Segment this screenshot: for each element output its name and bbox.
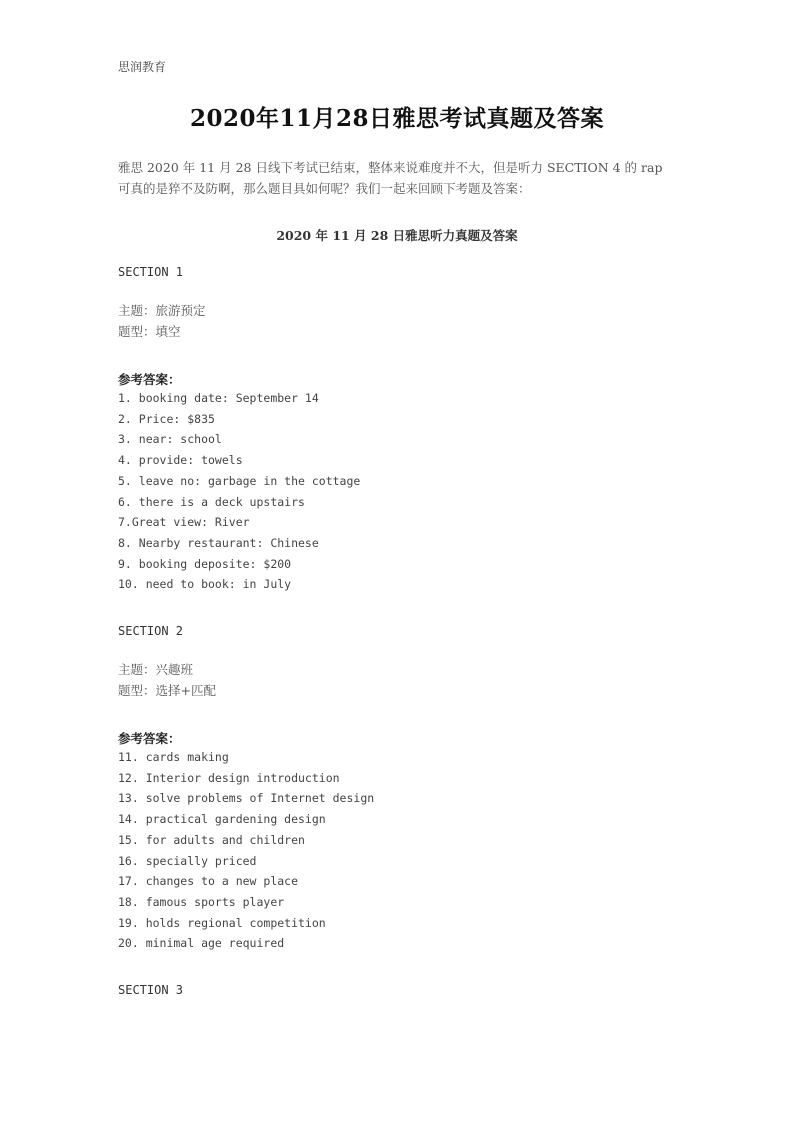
- answer-item: 1. booking date: September 14: [118, 391, 319, 405]
- answer-item: 20. minimal age required: [118, 936, 285, 951]
- answer-item: 16. specially priced: [118, 853, 257, 868]
- answer-item: 11. cards making: [118, 750, 229, 764]
- section-topic: 主题：兴趣班: [118, 662, 194, 677]
- page-title: 2020年11月28日雅思考试真题及答案: [189, 105, 605, 132]
- answer-item: 2. Price: $835: [118, 411, 215, 426]
- answer-item: 9. booking deposite: $200: [118, 556, 292, 571]
- section-question-type: 题型：填空: [118, 324, 181, 339]
- answer-item: 18. famous sports player: [118, 894, 285, 909]
- section-heading: SECTION 3: [118, 983, 184, 997]
- intro-paragraph: [118, 157, 698, 199]
- answer-item: 17. changes to a new place: [118, 874, 299, 889]
- listening-subtitle: 2020 年 11 月 28 日雅思听力真题及答案: [276, 228, 518, 243]
- answer-item: 8. Nearby restaurant: Chinese: [118, 535, 319, 550]
- answer-list: [118, 388, 360, 595]
- brand-label: 思润教育: [118, 60, 167, 74]
- answers-heading: 参考答案：: [118, 731, 181, 746]
- answer-item: 7.Great view: River: [118, 515, 250, 530]
- intro-line: 雅思 2020 年 11 月 28 日线下考试已结束，整体来说难度并不大，但是听力 SECTION 4 的 rap: [118, 160, 663, 175]
- section-topic: 主题：旅游预定: [118, 303, 206, 318]
- answer-item: 5. leave no: garbage in the cottage: [118, 473, 361, 488]
- answer-item: 3. near: school: [118, 432, 222, 447]
- section-meta: [118, 659, 216, 701]
- answer-list: [118, 747, 374, 954]
- section-meta: [118, 300, 206, 342]
- answer-item: 6. there is a deck upstairs: [118, 494, 305, 509]
- answer-item: 12. Interior design introduction: [118, 770, 340, 785]
- answer-item: 13. solve problems of Internet design: [118, 791, 375, 806]
- section-heading: SECTION 1: [118, 265, 184, 279]
- answer-item: 4. provide: towels: [118, 453, 243, 468]
- answer-item: 10. need to book: in July: [118, 577, 292, 592]
- answers-heading: 参考答案：: [118, 372, 181, 387]
- section-heading: SECTION 2: [118, 624, 184, 638]
- answer-item: 19. holds regional competition: [118, 915, 326, 930]
- answer-item: 14. practical gardening design: [118, 812, 326, 827]
- section-question-type: 题型：选择+匹配: [118, 683, 216, 698]
- answer-item: 15. for adults and children: [118, 832, 305, 847]
- intro-line: 可真的是猝不及防啊，那么题目具如何呢？我们一起来回顾下考题及答案：: [118, 181, 531, 196]
